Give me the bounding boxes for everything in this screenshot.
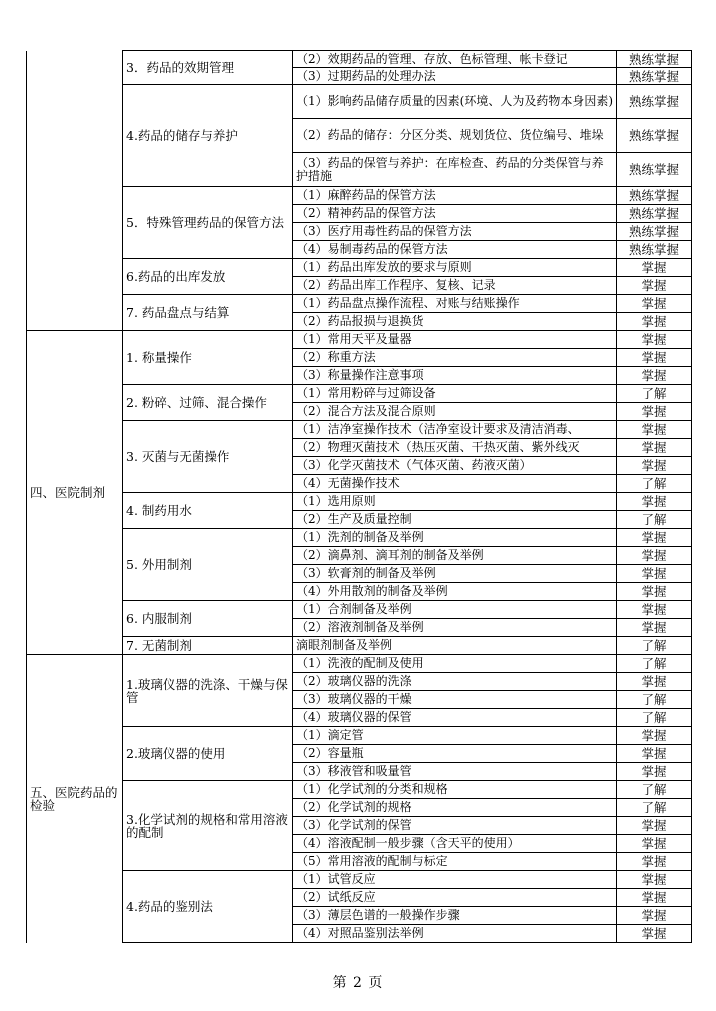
requirement-level-cell: 了解 — [617, 511, 692, 529]
requirement-level-cell: 了解 — [617, 475, 692, 493]
table-row — [27, 295, 692, 313]
requirement-level-cell: 掌握 — [617, 727, 692, 745]
requirement-level-cell: 了解 — [617, 637, 692, 655]
item-cell: （1）化学试剂的分类和规格 — [293, 781, 617, 799]
item-cell: （3）薄层色谱的一般操作步骤 — [293, 907, 617, 925]
requirement-level-cell: 熟练掌握 — [617, 187, 692, 205]
topic-cell: 3.化学试剂的规格和常用溶液的配制 — [123, 781, 293, 871]
item-cell: （2）称重方法 — [293, 349, 617, 367]
table-row — [27, 331, 692, 349]
item-cell: （5）常用溶液的配制与标定 — [293, 853, 617, 871]
item-cell: （1）滴定管 — [293, 727, 617, 745]
table-row — [27, 871, 692, 889]
item-cell: （2）生产及质量控制 — [293, 511, 617, 529]
requirement-level-cell: 了解 — [617, 781, 692, 799]
topic-cell: 1. 称量操作 — [123, 331, 293, 385]
item-cell: （1）常用天平及量器 — [293, 331, 617, 349]
requirement-level-cell: 了解 — [617, 691, 692, 709]
topic-cell: 7. 无菌制剂 — [123, 637, 293, 655]
item-cell: （1）影响药品储存质量的因素(环境、人为及药物本身因素) — [293, 85, 617, 119]
page-number: 第 2 页 — [332, 975, 384, 991]
topic-cell: 3. 灭菌与无菌操作 — [123, 421, 293, 493]
requirement-level-cell: 掌握 — [617, 745, 692, 763]
syllabus-table-body — [27, 51, 692, 943]
requirement-level-cell: 掌握 — [617, 547, 692, 565]
table-row — [27, 727, 692, 745]
requirement-level-cell: 熟练掌握 — [617, 51, 692, 68]
requirement-level-cell: 掌握 — [617, 277, 692, 295]
item-cell: （1）药品盘点操作流程、对账与结账操作 — [293, 295, 617, 313]
topic-cell: 5．特殊管理药品的保管方法 — [123, 187, 293, 259]
item-cell: （1）常用粉碎与过筛设备 — [293, 385, 617, 403]
requirement-level-cell: 掌握 — [617, 367, 692, 385]
requirement-level-cell: 掌握 — [617, 313, 692, 331]
topic-cell: 1.玻璃仪器的洗涤、干燥与保管 — [123, 655, 293, 727]
item-cell: （2）药品报损与退换货 — [293, 313, 617, 331]
topic-cell: 5. 外用制剂 — [123, 529, 293, 601]
requirement-level-cell: 掌握 — [617, 673, 692, 691]
item-cell: （2）混合方法及混合原则 — [293, 403, 617, 421]
requirement-level-cell: 熟练掌握 — [617, 153, 692, 187]
requirement-level-cell: 掌握 — [617, 349, 692, 367]
item-cell: （3）医疗用毒性药品的保管方法 — [293, 223, 617, 241]
requirement-level-cell: 掌握 — [617, 619, 692, 637]
topic-cell: 4.药品的储存与养护 — [123, 85, 293, 187]
requirement-level-cell: 熟练掌握 — [617, 119, 692, 153]
item-cell: （2）溶液剂制备及举例 — [293, 619, 617, 637]
item-cell: （4）对照品鉴别法举例 — [293, 925, 617, 943]
requirement-level-cell: 掌握 — [617, 457, 692, 475]
item-cell: （2）玻璃仪器的洗涤 — [293, 673, 617, 691]
item-cell: （1）合剂制备及举例 — [293, 601, 617, 619]
requirement-level-cell: 掌握 — [617, 835, 692, 853]
table-row — [27, 187, 692, 205]
item-cell: （1）试管反应 — [293, 871, 617, 889]
item-cell: （2）药品出库工作程序、复核、记录 — [293, 277, 617, 295]
item-cell: （3）移液管和吸量管 — [293, 763, 617, 781]
item-cell: （1）洗剂的制备及举例 — [293, 529, 617, 547]
item-cell: （3）玻璃仪器的干燥 — [293, 691, 617, 709]
requirement-level-cell: 掌握 — [617, 907, 692, 925]
item-cell: （4）外用散剂的制备及举例 — [293, 583, 617, 601]
table-row — [27, 493, 692, 511]
item-cell: （1）选用原则 — [293, 493, 617, 511]
requirement-level-cell: 掌握 — [617, 871, 692, 889]
topic-cell: 3．药品的效期管理 — [123, 51, 293, 85]
requirement-level-cell: 了解 — [617, 709, 692, 727]
item-cell: （1）洁净室操作技术（洁净室设计要求及清洁消毒、 — [293, 421, 617, 439]
item-cell: （3）药品的保管与养护：在库检查、药品的分类保管与养护措施 — [293, 153, 617, 187]
item-cell: （2）滴鼻剂、滴耳剂的制备及举例 — [293, 547, 617, 565]
requirement-level-cell: 熟练掌握 — [617, 205, 692, 223]
table-row — [27, 85, 692, 119]
topic-cell: 6. 内服制剂 — [123, 601, 293, 637]
item-cell: （4）易制毒药品的保管方法 — [293, 241, 617, 259]
section-cell: 五、医院药品的检验 — [27, 655, 123, 943]
item-cell: （4）玻璃仪器的保管 — [293, 709, 617, 727]
requirement-level-cell: 掌握 — [617, 439, 692, 457]
requirement-level-cell: 掌握 — [617, 493, 692, 511]
item-cell: （2）精神药品的保管方法 — [293, 205, 617, 223]
requirement-level-cell: 熟练掌握 — [617, 68, 692, 85]
table-row — [27, 385, 692, 403]
item-cell: （1）药品出库发放的要求与原则 — [293, 259, 617, 277]
table-row — [27, 781, 692, 799]
table-row — [27, 601, 692, 619]
item-cell: （3）化学灭菌技术（气体灭菌、药液灭菌） — [293, 457, 617, 475]
item-cell: （2）药品的储存：分区分类、规划货位、货位编号、堆垛 — [293, 119, 617, 153]
item-cell: （3）软膏剂的制备及举例 — [293, 565, 617, 583]
topic-cell: 7. 药品盘点与结算 — [123, 295, 293, 331]
table-row — [27, 655, 692, 673]
topic-cell: 2.玻璃仪器的使用 — [123, 727, 293, 781]
item-cell: （2）化学试剂的规格 — [293, 799, 617, 817]
table-row — [27, 637, 692, 655]
requirement-level-cell: 熟练掌握 — [617, 85, 692, 119]
requirement-level-cell: 掌握 — [617, 259, 692, 277]
requirement-level-cell: 掌握 — [617, 925, 692, 943]
item-cell: 滴眼剂制备及举例 — [293, 637, 617, 655]
item-cell: （2）物理灭菌技术（热压灭菌、干热灭菌、紫外线灭 — [293, 439, 617, 457]
item-cell: （2）效期药品的管理、存放、色标管理、帐卡登记 — [293, 51, 617, 68]
requirement-level-cell: 掌握 — [617, 295, 692, 313]
topic-cell: 4. 制药用水 — [123, 493, 293, 529]
section-cell: 四、医院制剂 — [27, 331, 123, 655]
item-cell: （3）过期药品的处理办法 — [293, 68, 617, 85]
item-cell: （1）麻醉药品的保管方法 — [293, 187, 617, 205]
table-row — [27, 51, 692, 68]
table-row — [27, 529, 692, 547]
item-cell: （4）无菌操作技术 — [293, 475, 617, 493]
requirement-level-cell: 掌握 — [617, 889, 692, 907]
requirement-level-cell: 掌握 — [617, 583, 692, 601]
topic-cell: 4.药品的鉴别法 — [123, 871, 293, 943]
requirement-level-cell: 掌握 — [617, 529, 692, 547]
requirement-level-cell: 掌握 — [617, 763, 692, 781]
syllabus-table — [26, 50, 692, 943]
requirement-level-cell: 熟练掌握 — [617, 241, 692, 259]
item-cell: （1）洗液的配制及使用 — [293, 655, 617, 673]
item-cell: （4）溶液配制一般步骤（含天平的使用） — [293, 835, 617, 853]
requirement-level-cell: 掌握 — [617, 421, 692, 439]
table-row — [27, 259, 692, 277]
requirement-level-cell: 掌握 — [617, 565, 692, 583]
requirement-level-cell: 掌握 — [617, 853, 692, 871]
requirement-level-cell: 了解 — [617, 799, 692, 817]
requirement-level-cell: 了解 — [617, 385, 692, 403]
topic-cell: 6.药品的出库发放 — [123, 259, 293, 295]
topic-cell: 2. 粉碎、过筛、混合操作 — [123, 385, 293, 421]
requirement-level-cell: 掌握 — [617, 601, 692, 619]
item-cell: （2）容量瓶 — [293, 745, 617, 763]
item-cell: （3）化学试剂的保管 — [293, 817, 617, 835]
item-cell: （2）试纸反应 — [293, 889, 617, 907]
item-cell: （3）称量操作注意事项 — [293, 367, 617, 385]
section-cell — [27, 68, 123, 331]
requirement-level-cell: 掌握 — [617, 331, 692, 349]
section-cell — [27, 51, 123, 68]
requirement-level-cell: 熟练掌握 — [617, 223, 692, 241]
requirement-level-cell: 了解 — [617, 655, 692, 673]
requirement-level-cell: 掌握 — [617, 817, 692, 835]
requirement-level-cell: 掌握 — [617, 403, 692, 421]
table-row — [27, 421, 692, 439]
